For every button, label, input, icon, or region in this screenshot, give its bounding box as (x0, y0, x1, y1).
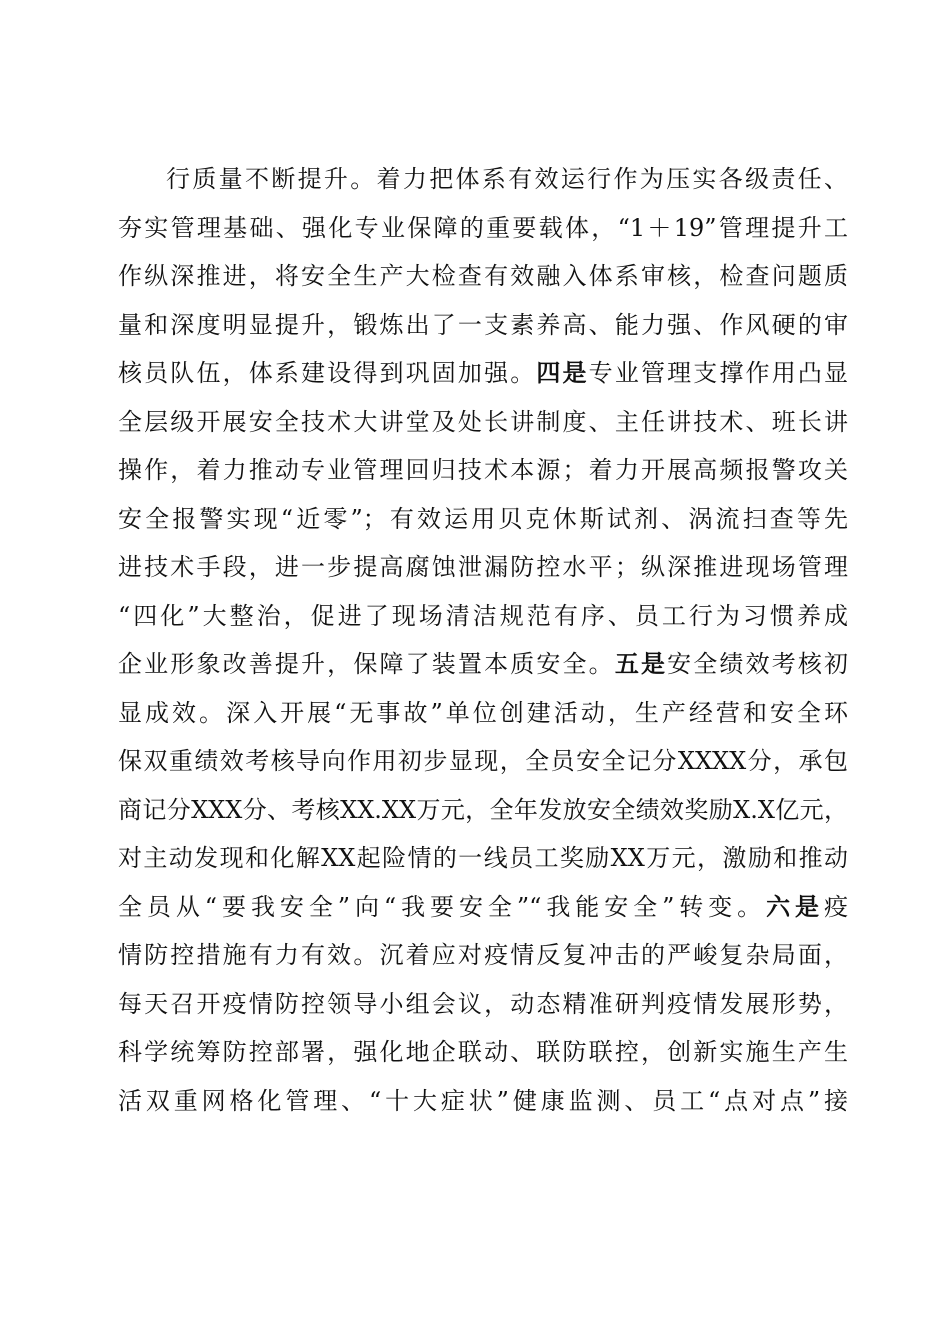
text-segment: “四化”大整治，促进了现场清洁规范有序、员工行为习惯养成 (118, 601, 848, 630)
text-segment: 进技术手段，进一步提高腐蚀泄漏防控水平；纵深推进现场管理 (118, 553, 848, 581)
text-segment: 企业形象改善提升，保障了装置本质安全。 (118, 650, 615, 678)
text-segment: 科学统筹防控部署，强化地企联动、联防联控，创新实施生产生 (118, 1038, 848, 1066)
bold-keyword: 六是 (766, 891, 824, 921)
text-segment: 每天召开疫情防控领导小组会议，动态精准研判疫情发展形势， (118, 989, 848, 1018)
text-segment: 安全绩效考核初 (667, 650, 849, 678)
body-paragraph (118, 155, 848, 1125)
text-line (118, 689, 848, 738)
bold-keyword: 四是 (536, 358, 589, 387)
text-line (118, 1028, 848, 1077)
text-line (118, 398, 848, 447)
text-line (118, 883, 848, 932)
text-segment: 专业管理支撑作用凸显 (588, 359, 849, 387)
text-line (118, 980, 848, 1029)
text-line (118, 786, 848, 835)
text-line (118, 446, 848, 495)
text-line (118, 204, 848, 253)
text-line (118, 737, 848, 786)
text-segment: 作纵深推进，将安全生产大检查有效融入体系审核，检查问题质 (118, 262, 848, 290)
text-line (118, 834, 848, 883)
text-segment: 安全报警实现“近零”；有效运用贝克休斯试剂、涡流扫查等先 (118, 504, 848, 533)
text-segment: 商记分XXX分、考核XX.XX万元，全年发放安全绩效奖励X.X亿元， (118, 795, 848, 824)
text-line (118, 1077, 848, 1126)
text-line (118, 495, 848, 544)
text-segment: 核员队伍，体系建设得到巩固加强。 (118, 359, 537, 387)
text-line (118, 252, 848, 301)
text-segment: 夯实管理基础、强化专业保障的重要载体，“1＋19”管理提升工 (118, 213, 848, 242)
text-segment: 疫 (824, 892, 848, 921)
text-line (118, 301, 848, 350)
text-segment: 保双重绩效考核导向作用初步显现，全员安全记分XXXX分，承包 (118, 747, 848, 775)
text-segment: 全员从“要我安全”向“我要安全”“我能安全”转变。 (118, 892, 767, 921)
text-segment: 量和深度明显提升，锻炼出了一支素养高、能力强、作风硬的审 (118, 310, 848, 339)
text-line (118, 931, 848, 980)
text-segment: 对主动发现和化解XX起险情的一线员工奖励XX万元，激励和推动 (118, 844, 848, 872)
text-segment: 行质量不断提升。着力把体系有效运行作为压实各级责任、 (166, 165, 848, 193)
text-segment: 活双重网格化管理、“十大症状”健康监测、员工“点对点”接 (118, 1086, 848, 1115)
text-line (118, 349, 848, 398)
text-line (118, 155, 848, 204)
text-segment: 操作，着力推动专业管理回归技术本源；着力开展高频报警攻关 (118, 456, 848, 484)
text-segment: 全层级开展安全技术大讲堂及处长讲制度、主任讲技术、班长讲 (118, 407, 848, 436)
text-line (118, 640, 848, 689)
text-segment: 显成效。深入开展“无事故”单位创建活动，生产经营和安全环 (118, 698, 848, 727)
bold-keyword: 五是 (614, 649, 668, 678)
text-segment: 情防控措施有力有效。沉着应对疫情反复冲击的严峻复杂局面， (118, 941, 848, 969)
text-line (118, 592, 848, 641)
text-line (118, 543, 848, 592)
